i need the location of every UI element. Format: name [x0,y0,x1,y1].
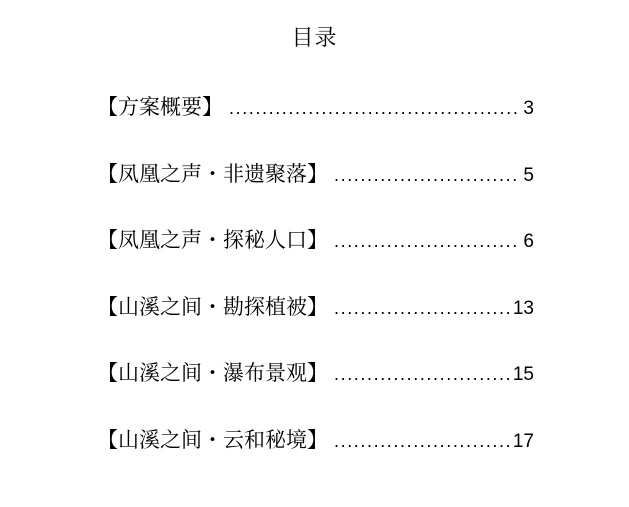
toc-entry-page: 3 [523,98,534,119]
toc-entry-label: 【凤凰之声・探秘人口】 [97,228,328,252]
toc-dot-leader [334,160,519,190]
toc-entry-label: 【山溪之间・勘探植被】 [97,294,328,319]
toc-entry[interactable] [97,358,534,425]
toc-entry-label: 【山溪之间・瀑布景观】 [97,361,328,385]
toc-entry-page: 6 [523,231,534,252]
toc-entry-page: 13 [512,297,534,319]
toc-dot-leader [334,426,509,456]
toc-entry-page: 17 [512,430,534,452]
toc-entry[interactable] [97,92,534,159]
toc-entry-label: 【山溪之间・云和秘境】 [97,427,328,452]
toc-entry[interactable] [97,225,534,292]
toc-entry-label: 【凤凰之声・非遗聚落】 [97,161,328,186]
toc-entry-label: 【方案概要】 [97,95,223,119]
toc-entry-page: 5 [523,164,534,186]
toc-entry[interactable] [97,292,534,359]
toc-dot-leader [334,359,509,389]
toc-entry-page: 15 [512,364,534,385]
toc-dot-leader [229,93,519,123]
toc-title: 目录 [291,26,338,51]
toc-dot-leader [334,226,519,256]
toc-list [97,92,534,491]
toc-dot-leader [334,293,509,323]
toc-entry[interactable] [97,425,534,492]
toc-entry[interactable] [97,159,534,226]
